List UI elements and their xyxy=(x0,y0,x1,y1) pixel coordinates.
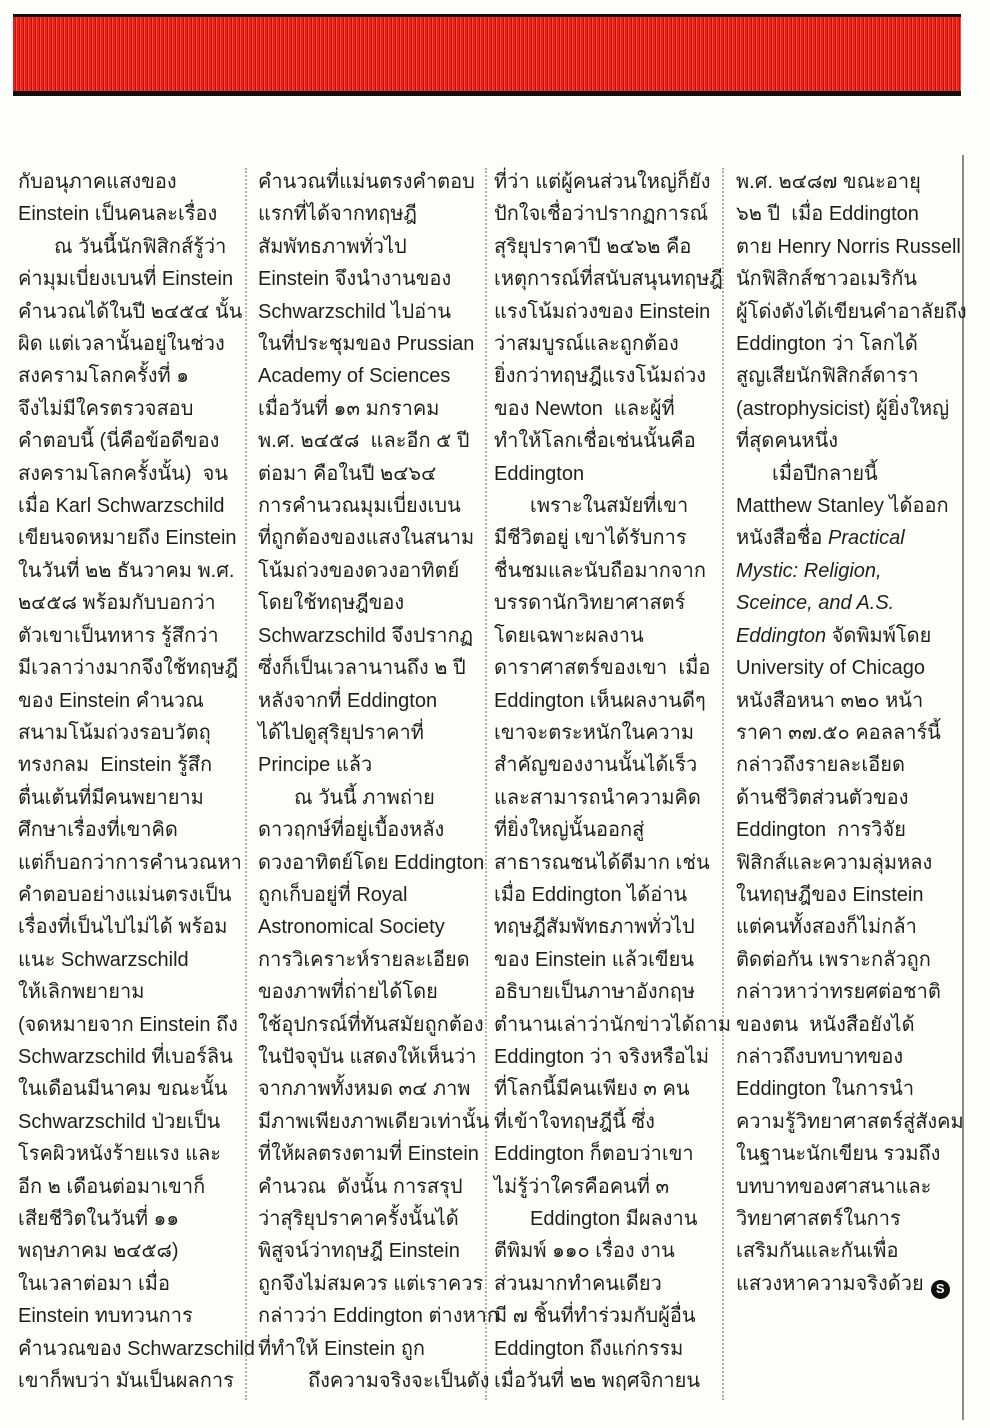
text-line: ด้านชีวิตส่วนตัวของ xyxy=(736,786,909,809)
text-line: สูญเสียนักฟิสิกส์ดารา xyxy=(736,365,919,388)
text-line: เขาก็พบว่า มันเป็นผลการ xyxy=(18,1370,234,1393)
text-line: พิสูจน์ว่าทฤษฎี Einstein xyxy=(258,1240,460,1263)
text-line: เพราะในสมัยที่เขา xyxy=(530,495,689,518)
text-line: โน้มถ่วงของดวงอาทิตย์ xyxy=(258,559,460,582)
text-line: ที่ให้ผลตรงตามที่ Einstein xyxy=(258,1143,479,1166)
text-line: ผิด แต่เวลานั้นอยู่ในช่วง xyxy=(18,333,225,356)
text-line: ความรู้วิทยาศาสตร์สู่สังคม xyxy=(736,1110,964,1133)
text-line: ใช้อุปกรณ์ที่ทันสมัยถูกต้อง xyxy=(258,1013,484,1036)
text-line: พฤษภาคม ๒๔๕๘) xyxy=(18,1240,179,1263)
text-line: ในฐานะนักเขียน รวมถึง xyxy=(736,1143,941,1166)
text-line: Einstein ทบทวนการ xyxy=(18,1305,193,1328)
text-line: มี ๗ ชิ้นที่ทำร่วมกับผู้อื่น xyxy=(494,1305,696,1328)
text-line: Eddington ว่า จริงหรือไม่ xyxy=(494,1045,710,1068)
text-line: การคำนวณมุมเบี่ยงเบน xyxy=(258,495,461,518)
text-line: โดยเฉพาะผลงาน xyxy=(494,624,644,647)
text-line: โดยใช้ทฤษฎีของ xyxy=(258,592,405,615)
text-line: นักฟิสิกส์ชาวอเมริกัน xyxy=(736,268,918,291)
column-divider xyxy=(722,168,724,1400)
text-line: Academy of Sciences xyxy=(258,365,451,388)
text-line: คำนวณที่แม่นตรงคำตอบ xyxy=(258,171,475,193)
text-line: การวิเคราะห์รายละเอียด xyxy=(258,948,470,971)
text-column-3 xyxy=(494,166,732,1397)
text-line: กับอนุภาคแสงของ xyxy=(18,171,177,193)
text-line: ณ วันนี้นักฟิสิกส์รู้ว่า xyxy=(54,235,227,258)
text-line: Einstein เป็นคนละเรื่อง xyxy=(18,203,218,226)
text-line: คำนวณของ Schwarzschild xyxy=(18,1337,255,1360)
text-line: ปักใจเชื่อว่าปรากฏการณ์ xyxy=(494,203,709,226)
text-line: กล่าวถึงรายละเอียด xyxy=(736,754,905,777)
text-line: ที่ถูกต้องของแสงในสนาม xyxy=(258,527,475,550)
text-line: พ.ศ. ๒๔๕๘ และอีก ๕ ปี xyxy=(258,430,470,453)
text-line: จึงไม่มีใครตรวจสอบ xyxy=(18,397,194,420)
text-line: แนะ Schwarzschild xyxy=(18,948,189,971)
text-line: เมื่อวันที่ ๑๓ มกราคม xyxy=(258,397,440,420)
text-line: ของ Einstein แล้วเขียน xyxy=(494,948,694,971)
text-line: ดาราศาสตร์ของเขา เมื่อ xyxy=(494,657,711,680)
text-line: หนังสือชื่อ Practical xyxy=(736,527,905,550)
end-of-article-icon: S xyxy=(931,1280,950,1299)
text-line: ๒๔๕๘ พร้อมกับบอกว่า xyxy=(18,592,216,615)
text-line: บทบาทของศาสนาและ xyxy=(736,1175,932,1198)
text-line: วิทยาศาสตร์ในการ xyxy=(736,1208,901,1230)
text-line: เสริมกันและกันเพื่อ xyxy=(736,1240,899,1263)
text-line: Eddington ก็ตอบว่าเขา xyxy=(494,1143,694,1166)
text-line: สัมพัทธภาพทั่วไป xyxy=(258,235,407,258)
text-line: ได้ไปดูสุริยุปราคาที่ xyxy=(258,721,424,744)
text-line: หลังจากที่ Eddington xyxy=(258,689,438,712)
text-column-4 xyxy=(736,166,967,1300)
text-line: ของภาพที่ถ่ายได้โดย xyxy=(258,981,438,1004)
text-line: อธิบายเป็นภาษาอังกฤษ xyxy=(494,981,696,1004)
text-line: Eddington มีผลงาน xyxy=(530,1208,698,1230)
text-line: ดวงอาทิตย์โดย Eddington xyxy=(258,851,485,874)
red-banner xyxy=(13,14,961,96)
text-line: Eddington xyxy=(494,462,585,485)
text-line: ส่วนมากทำคนเดียว xyxy=(494,1272,662,1295)
text-line: ที่ยิ่งใหญ่นั้นออกสู่ xyxy=(494,819,645,842)
text-line: ๖๒ ปี เมื่อ Eddington xyxy=(736,203,919,226)
text-line: กล่าวถึงบทบาทของ xyxy=(736,1045,904,1068)
text-line: Eddington ว่า โลกได้ xyxy=(736,333,918,356)
text-line: แรงโน้มถ่วงของ Einstein xyxy=(494,300,711,323)
text-line: ที่ว่า แต่ผู้คนส่วนใหญ่ก็ยัง xyxy=(494,171,711,193)
text-line: สำคัญของงานนั้นได้เร็ว xyxy=(494,754,698,777)
text-line: ซึ่งก็เป็นเวลานานถึง ๒ ปี xyxy=(258,657,466,680)
text-line: Mystic: Religion, xyxy=(736,559,882,582)
text-line: คำนวณได้ในปี ๒๔๕๔ นั้น xyxy=(18,300,243,323)
text-line: ฟิสิกส์และความลุ่มหลง xyxy=(736,851,933,874)
text-line: Schwarzschild ที่เบอร์ลิน xyxy=(18,1045,233,1068)
text-line: แต่คนทั้งสองก็ไม่กล้า xyxy=(736,916,917,939)
text-line: ของตน หนังสือยังได้ xyxy=(736,1013,915,1036)
text-line: ให้เลิกพยายาม xyxy=(18,981,145,1004)
text-line: Einstein จึงนำงานของ xyxy=(258,268,452,291)
text-line: ถูกเก็บอยู่ที่ Royal xyxy=(258,883,408,906)
text-line: แรกที่ได้จากทฤษฎี xyxy=(258,203,417,226)
text-line: ยิ่งกว่าทฤษฎีแรงโน้มถ่วง xyxy=(494,365,707,388)
text-line: สาธารณชนได้ดีมาก เช่น xyxy=(494,851,710,874)
text-line: เรื่องที่เป็นไปไม่ได้ พร้อม xyxy=(18,916,228,939)
text-line: ตีพิมพ์ ๑๑๐ เรื่อง งาน xyxy=(494,1240,675,1263)
text-line: พ.ศ. ๒๔๘๗ ขณะอายุ xyxy=(736,171,921,193)
text-line: ที่เข้าใจทฤษฎีนี้ ซึ่ง xyxy=(494,1110,655,1133)
text-line: เมื่อ Eddington ได้อ่าน xyxy=(494,883,688,906)
text-line: ในเวลาต่อมา เมื่อ xyxy=(18,1272,170,1295)
text-line: มีเวลาว่างมากจึงใช้ทฤษฎี xyxy=(18,657,239,680)
text-line: กล่าวว่า Eddington ต่างหาก xyxy=(258,1305,499,1328)
text-line: ชื่นชมและนับถือมากจาก xyxy=(494,559,706,582)
text-line: ต่อมา คือในปี ๒๔๖๔ xyxy=(258,462,437,485)
text-line: สนามโน้มถ่วงรอบวัตถุ xyxy=(18,721,211,744)
text-line: (จดหมายจาก Einstein ถึง xyxy=(18,1013,238,1036)
text-line: ศึกษาเรื่องที่เขาคิด xyxy=(18,819,178,842)
text-line: Eddington การวิจัย xyxy=(736,819,906,842)
text-line: ถูกจึงไม่สมควร แต่เราควร xyxy=(258,1272,484,1295)
text-line: University of Chicago xyxy=(736,657,925,680)
text-line: ณ วันนี้ ภาพถ่าย xyxy=(294,786,435,809)
text-line: ที่สุดคนหนึ่ง xyxy=(736,430,839,453)
text-line: สงครามโลกครั้งนั้น) จน xyxy=(18,462,229,485)
text-line: และสามารถนำความคิด xyxy=(494,786,701,809)
text-line: ตำนานเล่าว่านักข่าวได้ถาม xyxy=(494,1013,732,1036)
text-line: ราคา ๓๗.๕๐ คอลลาร์นี้ xyxy=(736,721,941,744)
text-line: ทฤษฎีสัมพัทธภาพทั่วไป xyxy=(494,916,695,939)
text-line: (astrophysicist) ผู้ยิ่งใหญ่ xyxy=(736,397,950,420)
text-line: ทรงกลม Einstein รู้สึก xyxy=(18,754,213,777)
text-line: เหตุการณ์ที่สนับสนุนทฤษฎี xyxy=(494,268,723,291)
text-line: ตัวเขาเป็นทหาร รู้สึกว่า xyxy=(18,624,219,647)
text-line: เขียนจดหมายถึง Einstein xyxy=(18,527,237,550)
text-line: กล่าวหาว่าทรยศต่อชาติ xyxy=(736,981,941,1004)
text-line: Sceince, and A.S. xyxy=(736,592,895,615)
text-line: ทำให้โลกเชื่อเช่นนั้นคือ xyxy=(494,430,696,453)
text-line: หนังสือหนา ๓๒๐ หน้า xyxy=(736,689,924,712)
text-line: ถึงความจริงจะเป็นดัง xyxy=(308,1370,490,1393)
text-line: ในเดือนมีนาคม ขณะนั้น xyxy=(18,1078,228,1101)
text-line: Schwarzschild ป่วยเป็น xyxy=(18,1110,221,1133)
text-line: ในทฤษฎีของ Einstein xyxy=(736,883,924,906)
text-column-1 xyxy=(18,166,255,1397)
text-line: เมื่อ Karl Schwarzschild xyxy=(18,495,225,518)
text-line: แสวงหาความจริงด้วย S xyxy=(736,1268,962,1300)
text-line: มีภาพเพียงภาพเดียวเท่านั้น xyxy=(258,1110,490,1133)
text-line: Schwarzschild จึงปรากฏ xyxy=(258,624,474,647)
text-line: โรคผิวหนังร้ายแรง และ xyxy=(18,1143,221,1166)
text-line: คำตอบอย่างแม่นตรงเป็น xyxy=(18,883,232,906)
text-line: Astronomical Society xyxy=(258,916,445,939)
text-line: ว่าสุริยุปราคาครั้งนั้นได้ xyxy=(258,1208,459,1230)
text-line: คำตอบนี้ (นี่คือข้อดีของ xyxy=(18,430,220,453)
text-line: ค่ามุมเบี่ยงเบนที่ Einstein xyxy=(18,268,234,291)
text-line: Eddington จัดพิมพ์โดย xyxy=(736,624,932,647)
page-edge-line xyxy=(962,155,964,1420)
text-line: แต่ก็บอกว่าการคำนวณหา xyxy=(18,851,242,874)
column-divider xyxy=(245,168,247,1400)
text-line: อีก ๒ เดือนต่อมาเขาก็ xyxy=(18,1175,206,1198)
text-line: เมื่อวันที่ ๒๒ พฤศจิกายน xyxy=(494,1370,701,1393)
text-line: ดาวฤกษ์ที่อยู่เบื้องหลัง xyxy=(258,819,445,842)
text-line: สงครามโลกครั้งที่ ๑ xyxy=(18,365,189,388)
text-line: Schwarzschild ไปอ่าน xyxy=(258,300,452,323)
text-line: ตื่นเต้นที่มีคนพยายาม xyxy=(18,786,204,809)
text-line: ของ Newton และผู้ที่ xyxy=(494,397,675,420)
text-line: ที่ทำให้ Einstein ถูก xyxy=(258,1337,426,1360)
text-line: Principe แล้ว xyxy=(258,754,373,777)
text-line: มีชีวิตอยู่ เขาได้รับการ xyxy=(494,527,687,550)
text-line: Eddington ในการนำ xyxy=(736,1078,915,1101)
text-line: สุริยุปราคาปี ๒๔๖๒ คือ xyxy=(494,235,692,258)
text-line: ผู้โด่งดังได้เขียนคำอาลัยถึง xyxy=(736,300,967,323)
text-line: เสียชีวิตในวันที่ ๑๑ xyxy=(18,1208,180,1230)
text-line: Matthew Stanley ได้ออก xyxy=(736,495,949,518)
text-line: บรรดานักวิทยาศาสตร์ xyxy=(494,592,686,615)
text-line: ติดต่อกัน เพราะกลัวถูก xyxy=(736,948,931,971)
text-line: ของ Einstein คำนวณ xyxy=(18,689,204,712)
text-line: ไม่รู้ว่าใครคือคนที่ ๓ xyxy=(494,1175,670,1198)
text-line: ในปัจจุบัน แสดงให้เห็นว่า xyxy=(258,1045,477,1068)
text-line: ในที่ประชุมของ Prussian xyxy=(258,333,475,356)
text-column-2 xyxy=(258,166,499,1397)
text-line: Eddington เห็นผลงานดีๆ xyxy=(494,689,706,712)
text-line: เขาจะตระหนักในความ xyxy=(494,721,695,744)
column-divider xyxy=(485,168,487,1400)
text-line: ในวันที่ ๒๒ ธันวาคม พ.ศ. xyxy=(18,559,235,582)
text-line: จากภาพทั้งหมด ๓๔ ภาพ xyxy=(258,1078,471,1101)
text-line: เมื่อปีกลายนี้ xyxy=(772,462,878,485)
text-line: ว่าสมบูรณ์และถูกต้อง xyxy=(494,333,679,356)
text-line: คำนวณ ดังนั้น การสรุป xyxy=(258,1175,463,1198)
text-line: Eddington ถึงแก่กรรม xyxy=(494,1337,684,1360)
text-line: ที่โลกนี้มีคนเพียง ๓ คน xyxy=(494,1078,690,1101)
text-line: ตาย Henry Norris Russell xyxy=(736,235,961,258)
